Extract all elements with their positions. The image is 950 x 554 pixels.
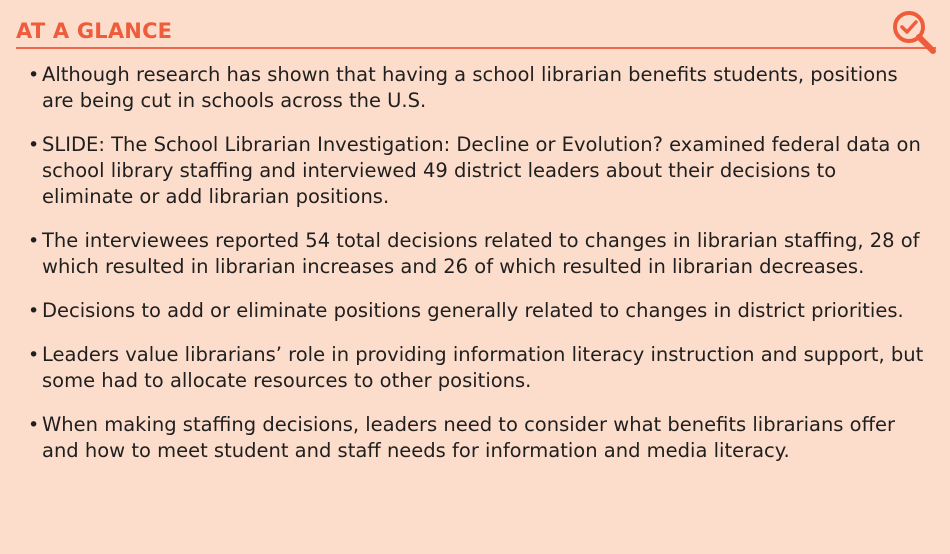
bullet-dot: •: [28, 414, 40, 436]
bullet-text: SLIDE: The School Librarian Investigation: Decline or Evolution? examined federal data on school library staffing and interviewed 49 district leaders about their decisions to eliminate or add librarian positions.: [42, 133, 921, 208]
panel-title: AT A GLANCE: [16, 19, 173, 43]
bullet-text: The interviewees reported 54 total decisions related to changes in librarian staffing, 28 of which resulted in librarian increases and 26 of which resulted in librarian decreases.: [42, 229, 920, 278]
magnifier-check-icon: [888, 6, 940, 58]
bullet-text: Decisions to add or eliminate positions generally related to changes in district priorities.: [42, 299, 904, 322]
list-item: [28, 342, 928, 394]
bullet-text: Although research has shown that having a school librarian benefits students, positions are being cut in schools across the U.S.: [42, 63, 898, 112]
bullet-text: Leaders value librarians’ role in providing information literacy instruction and support, but some had to allocate resources to other positions.: [42, 343, 924, 392]
list-item: [28, 228, 928, 280]
bullet-dot: •: [28, 134, 40, 156]
bullet-dot: •: [28, 230, 40, 252]
panel-header: [16, 16, 938, 50]
list-item: [28, 298, 928, 324]
bullet-dot: •: [28, 300, 40, 322]
bullet-text: When making staffing decisions, leaders need to consider what benefits librarians offer and how to meet student and staff needs for information and media literacy.: [42, 413, 896, 462]
bullet-list: [28, 62, 928, 482]
list-item: [28, 62, 928, 114]
bullet-dot: •: [28, 344, 40, 366]
list-item: [28, 412, 928, 464]
bullet-dot: •: [28, 64, 40, 86]
header-divider: [16, 47, 936, 49]
list-item: [28, 132, 928, 210]
